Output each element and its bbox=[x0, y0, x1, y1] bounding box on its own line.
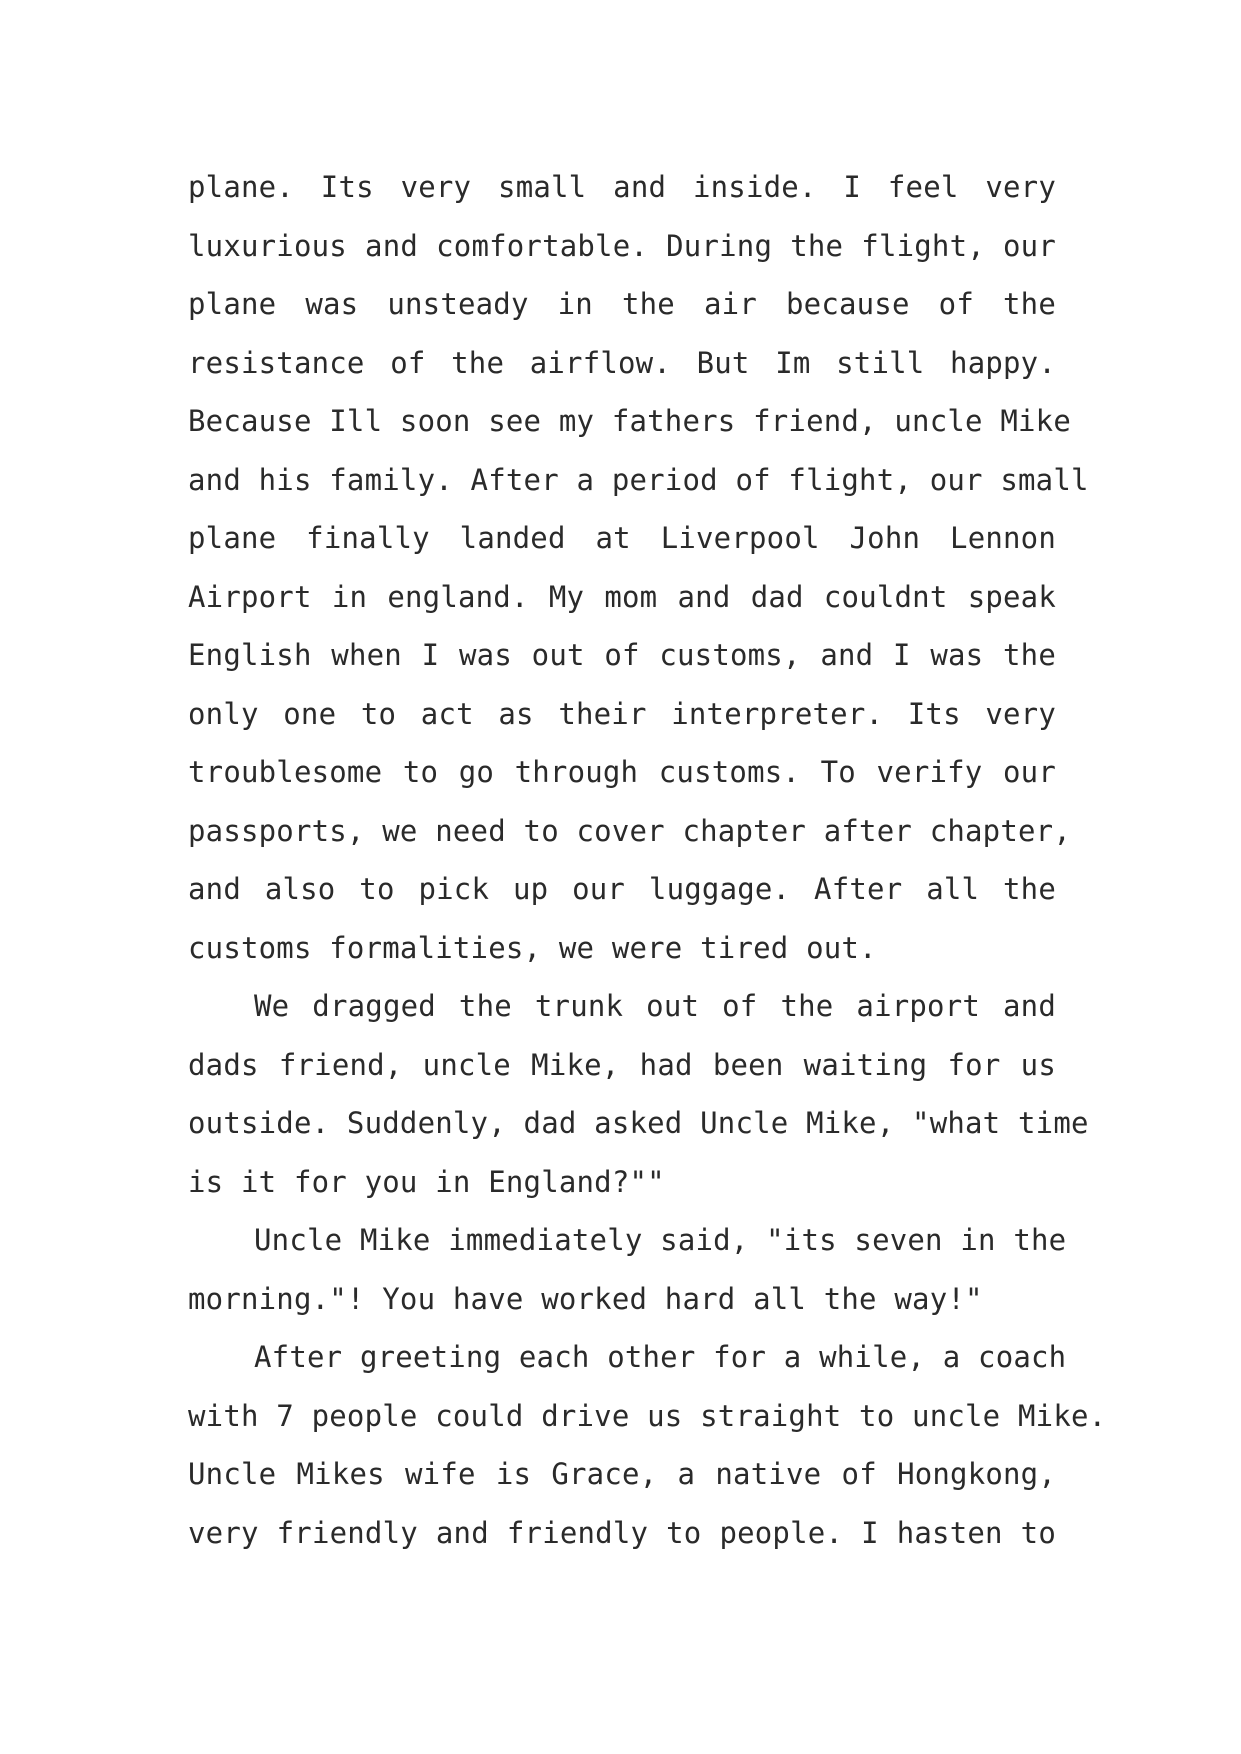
text-line: with 7 people could drive us straight to uncle Mike. bbox=[188, 1398, 1107, 1433]
body-text bbox=[188, 158, 1107, 1562]
text-line: troublesome to go through customs. To verify our bbox=[188, 755, 1056, 789]
text-line: and his family. After a period of flight, our small bbox=[188, 462, 1089, 497]
text-line: morning."! You have worked hard all the way!" bbox=[188, 1281, 983, 1316]
text-line: Uncle Mikes wife is Grace, a native of Hongkong, bbox=[188, 1457, 1056, 1491]
text-line: and also to pick up our luggage. After all the bbox=[188, 872, 1056, 906]
text-line: Because Ill soon see my fathers friend, uncle Mike bbox=[188, 404, 1071, 438]
text-line: passports, we need to cover chapter after chapter, bbox=[188, 813, 1071, 848]
text-line: Airport in england. My mom and dad couldnt speak bbox=[188, 579, 1056, 614]
text-line: dads friend, uncle Mike, had been waiting for us bbox=[188, 1047, 1056, 1082]
text-line: is it for you in England?"" bbox=[188, 1164, 665, 1199]
text-line: plane was unsteady in the air because of the bbox=[188, 287, 1056, 321]
text-line: Uncle Mike immediately said, "its seven in the bbox=[254, 1223, 1067, 1257]
text-line: only one to act as their interpreter. Its very bbox=[188, 696, 1056, 731]
text-line: luxurious and comfortable. During the flight, our bbox=[188, 228, 1056, 263]
text-line: English when I was out of customs, and I was the bbox=[188, 638, 1056, 672]
text-line: plane finally landed at Liverpool John Lennon bbox=[188, 521, 1056, 555]
text-line: After greeting each other for a while, a coach bbox=[254, 1340, 1067, 1374]
text-line: customs formalities, we were tired out. bbox=[188, 930, 877, 965]
text-line: outside. Suddenly, dad asked Uncle Mike, "what time bbox=[188, 1106, 1089, 1140]
text-line: plane. Its very small and inside. I feel very bbox=[188, 170, 1056, 204]
text-line: very friendly and friendly to people. I hasten to bbox=[188, 1515, 1056, 1550]
text-line: resistance of the airflow. But Im still happy. bbox=[188, 345, 1056, 380]
text-line: We dragged the trunk out of the airport and bbox=[254, 989, 1056, 1023]
